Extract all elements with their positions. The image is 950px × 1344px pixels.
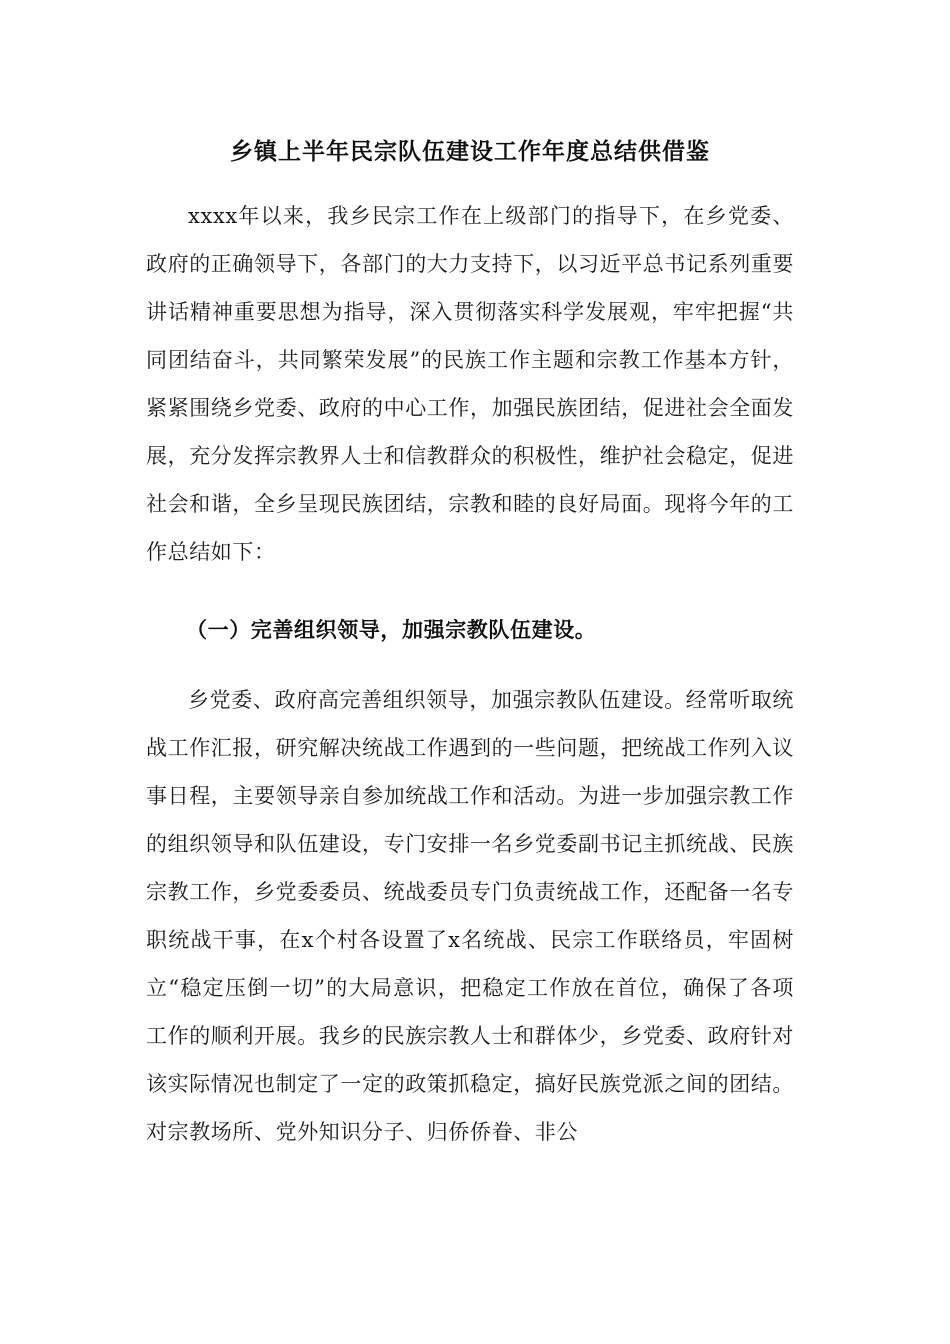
section-paragraph: 乡党委、政府高完善组织领导，加强宗教队伍建设。经常听取统战工作汇报，研究解决统战工作遇到的一些问题，把统战工作列入议事日程，主要领导亲自参加统战工作和活动。为进一步加强宗教工作的组织领导和队伍建设，专门安排一名乡党委副书记主抓统战、民族宗教工作，乡党委委员、统战委员专门负责统战工作，还配备一名专职统战干事，在x个村各设置了x名统战、民宗工作联络员，牢固树立“稳定压倒一切”的大局意识，把稳定工作放在首位，确保了各项工作的顺利开展。我乡的民族宗教人士和群体少，乡党委、政府针对该实际情况也制定了一定的政策抓稳定，搞好民族党派之间的团结。对宗教场所、党外知识分子、归侨侨眷、非公 (146, 688, 794, 1144)
intro-paragraph: xxxx年以来，我乡民宗工作在上级部门的指导下，在乡党委、政府的正确领导下，各部门的大力支持下，以习近平总书记系列重要讲话精神重要思想为指导，深入贯彻落实科学发展观，牢牢把握“共同团结奋斗，共同繁荣发展”的民族工作主题和宗教工作基本方针，紧紧围绕乡党委、政府的中心工作，加强民族团结，促进社会全面发展，充分发挥宗教界人士和信教群众的积极性，维护社会稳定，促进社会和谐，全乡呈现民族团结，宗教和睦的良好局面。现将今年的工作总结如下： (146, 204, 794, 564)
document-body (146, 132, 794, 1156)
document-title: 乡镇上半年民宗队伍建设工作年度总结供借鉴 (230, 138, 710, 165)
section-heading: （一）完善组织领导，加强宗教队伍建设。 (186, 617, 597, 642)
